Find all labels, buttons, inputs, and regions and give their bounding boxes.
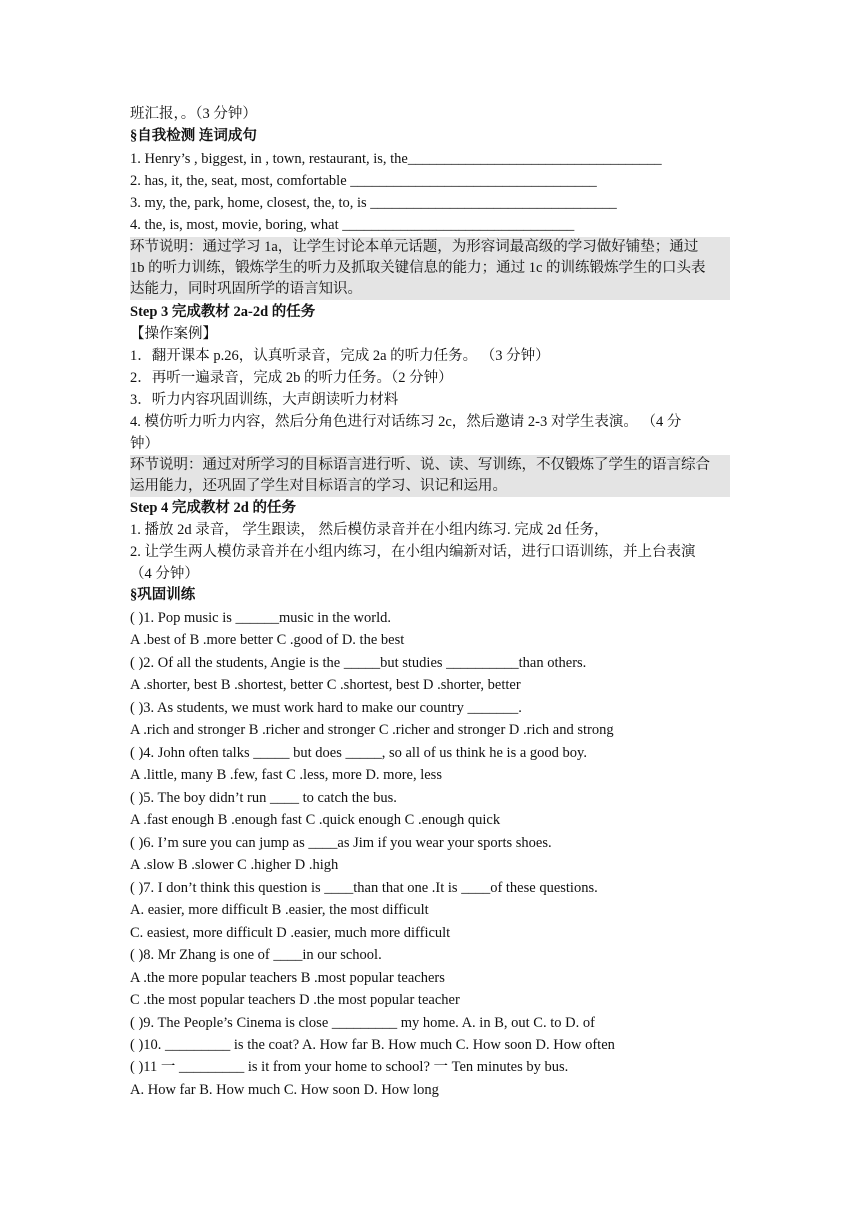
practice-line: ( )1. Pop music is ______music in the world. (130, 610, 391, 626)
practice-line: C. easiest, more difficult D .easier, much more difficult (130, 925, 451, 941)
step4-item-1: 1. 播放 2d 录音， 学生跟读， 然后模仿录音并在小组内练习. 完成 2d 任务， (130, 522, 609, 538)
question-4: 4. the, is, most, movie, boring, what ________________________________ (130, 217, 575, 233)
practice-line: ( )5. The boy didn’t run ____ to catch the bus. (130, 790, 397, 806)
note-line: 运用能力，还巩固了学生对目标语言的学习、识记和运用。 (130, 478, 507, 494)
practice-line: A .little, many B .few, fast C .less, more D. more, less (130, 767, 442, 783)
section-note-2 (130, 455, 730, 497)
practice-line: A .shorter, best B .shortest, better C .shortest, best D .shorter, better (130, 677, 521, 693)
practice-line: ( )3. As students, we must work hard to make our country _______. (130, 700, 522, 716)
practice-heading: §巩固训练 (130, 587, 196, 603)
practice-line: ( )9. The People’s Cinema is close _________ my home. A. in B, out C. to D. of (130, 1015, 595, 1031)
note-line: 1b 的听力训练，锻炼学生的听力及抓取关键信息的能力；通过 1c 的训练锻炼学生的口头表 (130, 260, 706, 276)
operation-case-label: 【操作案例】 (130, 326, 217, 342)
practice-line: A .rich and stronger B .richer and stronger C .richer and stronger D .rich and strong (130, 722, 614, 738)
practice-line: ( )8. Mr Zhang is one of ____in our school. (130, 947, 382, 963)
report-line: 班汇报，。（3 分钟） (130, 106, 257, 122)
step3-heading: Step 3 完成教材 2a-2d 的任务 (130, 304, 316, 320)
practice-line: ( )10. _________ is the coat? A. How far B. How much C. How soon D. How often (130, 1037, 615, 1053)
practice-line: A. How far B. How much C. How soon D. How long (130, 1082, 439, 1098)
note-line: 环节说明：通过对所学习的目标语言进行听、说、读、写训练，不仅锻炼了学生的语言综合 (130, 457, 710, 473)
step3-item-4-cont: 钟） (130, 436, 159, 452)
step3-item-2: 2．再听一遍录音，完成 2b 的听力任务。（2 分钟） (130, 370, 453, 386)
step4-item-2: 2. 让学生两人模仿录音并在小组内练习，在小组内编新对话，进行口语训练，并上台表演 (130, 544, 696, 560)
practice-line: ( )11 一 _________ is it from your home to school? 一 Ten minutes by bus. (130, 1059, 569, 1075)
self-check-heading: §自我检测 连词成句 (130, 128, 257, 144)
practice-line: ( )2. Of all the students, Angie is the _____but studies __________than others. (130, 655, 587, 671)
step3-item-1: 1．翻开课本 p.26，认真听录音，完成 2a 的听力任务。 （3 分钟） (130, 348, 550, 364)
step4-heading: Step 4 完成教材 2d 的任务 (130, 500, 296, 516)
practice-line: A. easier, more difficult B .easier, the most difficult (130, 902, 429, 918)
note-line: 达能力，同时巩固所学的语言知识。 (130, 281, 362, 297)
practice-line: C .the most popular teachers D .the most popular teacher (130, 992, 460, 1008)
practice-line: ( )6. I’m sure you can jump as ____as Jim if you wear your sports shoes. (130, 835, 552, 851)
section-note-1 (130, 237, 730, 300)
question-2: 2. has, it, the, seat, most, comfortable __________________________________ (130, 173, 597, 189)
practice-line: A .slow B .slower C .higher D .high (130, 857, 339, 873)
step3-item-4: 4. 模仿听力听力内容，然后分角色进行对话练习 2c，然后邀请 2-3 对学生表演。 （4 分 (130, 414, 682, 430)
practice-line: A .the more popular teachers B .most popular teachers (130, 970, 445, 986)
step4-item-2-cont: （4 分钟） (130, 566, 199, 582)
question-3: 3. my, the, park, home, closest, the, to, is __________________________________ (130, 195, 617, 211)
practice-line: ( )4. John often talks _____ but does _____, so all of us think he is a good boy. (130, 745, 587, 761)
practice-line: A .fast enough B .enough fast C .quick enough C .enough quick (130, 812, 501, 828)
step3-item-3: 3．听力内容巩固训练，大声朗读听力材料 (130, 392, 399, 408)
question-1: 1. Henry’s , biggest, in , town, restaurant, is, the___________________________________ (130, 151, 662, 167)
practice-line: ( )7. I don’t think this question is ____than that one .It is ____of these questions. (130, 880, 598, 896)
practice-line: A .best of B .more better C .good of D. the best (130, 632, 405, 648)
note-line: 环节说明：通过学习 1a，让学生讨论本单元话题，为形容词最高级的学习做好铺垫；通过 (130, 239, 699, 255)
